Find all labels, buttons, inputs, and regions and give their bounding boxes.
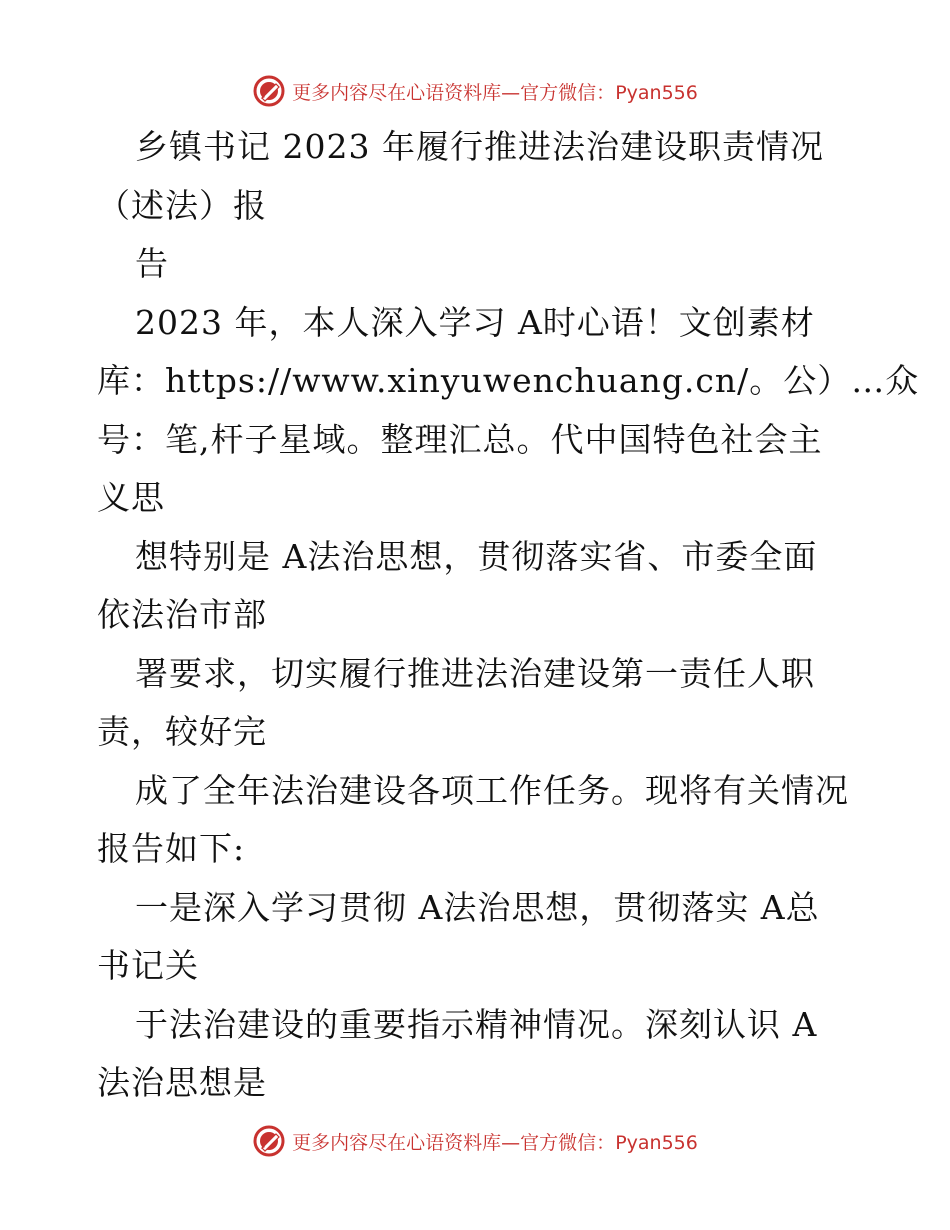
doc-line: 号：笔,杆子星域。整理汇总。代中国特色社会主	[97, 419, 823, 459]
footer-watermark	[0, 1121, 950, 1161]
doc-line: 报告如下:	[97, 829, 246, 868]
watermark-label: 官方微信：	[520, 1131, 616, 1154]
pen-circle-logo-icon	[252, 74, 286, 108]
doc-line: 库：https://www.xinyuwenchuang.cn/。公）…众	[97, 361, 920, 400]
doc-line: 署要求，切实履行推进法治建设第一责任人职	[135, 653, 815, 693]
document-body	[97, 118, 920, 1113]
watermark-main-text: 更多内容尽在心语资料库	[292, 1131, 502, 1154]
pen-circle-logo-icon	[252, 1124, 286, 1158]
doc-line: 2023 年，本人深入学习 A时心语！文创素材	[135, 302, 815, 342]
header-watermark	[0, 71, 950, 111]
watermark-separator: —	[501, 1131, 521, 1154]
watermark-id: Pyan556	[615, 1131, 698, 1154]
doc-line: 于法治建设的重要指示精神情况。深刻认识 A	[135, 1004, 818, 1044]
watermark-main-text: 更多内容尽在心语资料库	[292, 81, 502, 104]
doc-line: 书记关	[97, 946, 199, 985]
watermark-id: Pyan556	[615, 81, 698, 104]
doc-line: 依法治市部	[97, 595, 267, 634]
watermark-label: 官方微信：	[520, 81, 616, 104]
doc-line: 想特别是 A法治思想，贯彻落实省、市委全面	[135, 536, 818, 576]
doc-line: 法治思想是	[97, 1063, 267, 1102]
doc-line: （述法）报	[97, 185, 267, 225]
doc-line: 义思	[97, 478, 165, 517]
doc-line: 一是深入学习贯彻 A法治思想，贯彻落实 A总	[135, 887, 820, 927]
doc-line: 乡镇书记 2023 年履行推进法治建设职责情况	[135, 127, 824, 166]
doc-line: 责，较好完	[97, 712, 267, 751]
doc-line: 成了全年法治建设各项工作任务。现将有关情况	[135, 770, 849, 810]
doc-line: 告	[135, 244, 169, 283]
watermark-separator: —	[501, 81, 521, 104]
